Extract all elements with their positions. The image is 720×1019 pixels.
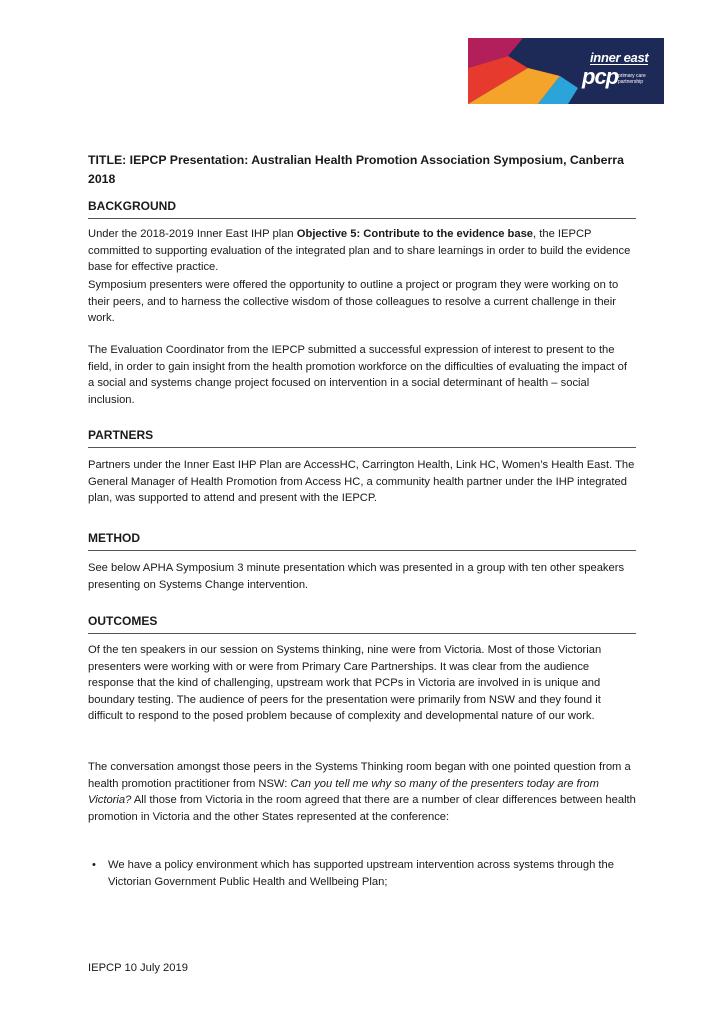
method-heading: METHOD (88, 531, 636, 551)
inner-east-pcp-logo (468, 38, 664, 104)
document-title: TITLE: IEPCP Presentation: Australian Health Promotion Association Symposium, Canberra 2018 (88, 153, 624, 186)
outcomes-paragraph-1: Of the ten speakers in our session on Systems thinking, nine were from Victoria. Most of those Victorian presenters were working with or were from Primary Care Partnerships. It was clear from the audience response that the kind of challenging, upstream work that PCPs in Victoria are involved in is unique and boundary testing. The audience of peers for the presentation were primarily from NSW and they found it difficult to respond to the posed problem because of complexity and developmental nature of our work. (88, 644, 602, 722)
partners-heading: PARTNERS (88, 428, 636, 448)
list-item: • We have a policy environment which has supported upstream intervention across systems through the Victorian Government Public Health and Wellbeing Plan; (92, 859, 614, 888)
logo-text-inner-east: inner east (590, 50, 649, 65)
logo-text-primary-care: primary care partnership (618, 73, 646, 85)
bullet-icon: • (92, 859, 96, 871)
objective-5-bold: Objective 5: Contribute to the evidence base (296, 228, 534, 240)
nsw-question-italic: Can you tell me why so many of the presenters today are from Victoria? (88, 777, 599, 806)
page-footer: IEPCP 10 July 2019 (88, 962, 188, 974)
background-paragraph-3: The Evaluation Coordinator from the IEPCP submitted a successful expression of interest to present to the field, in order to gain insight from the health promotion workforce on the difficulties of evaluating the impact of a social and systems change project focused on intervention in a social determinant of health – social inclusion. (88, 344, 627, 406)
background-paragraph-2: Symposium presenters were offered the opportunity to outline a project or program they were working on to their peers, and to harness the collective wisdom of those colleagues to resolve a current challenge in their work. (88, 279, 619, 324)
logo-swoosh-graphic (468, 38, 664, 104)
logo-text-pcp: pcp (582, 64, 619, 89)
outcomes-heading: OUTCOMES (88, 614, 636, 634)
partners-paragraph-1: Partners under the Inner East IHP Plan are AccessHC, Carrington Health, Link HC, Women’s Health East. The General Manager of Health Promotion from Access HC, a community health partner under the IHP integrated plan, was supported to attend and present with the IEPCP. (88, 459, 635, 504)
method-paragraph-1: See below APHA Symposium 3 minute presentation which was presented in a group with ten other speakers presenting on Systems Change intervention. (88, 562, 625, 591)
background-heading: BACKGROUND (88, 199, 636, 219)
outcomes-paragraph-2: The conversation amongst those peers in the Systems Thinking room began with one pointed question from a health promotion practitioner from NSW: Can you tell me why so many of the presenters today are from Victoria? All those from Victoria in the room agreed that there are a number of clear differences between health promotion in Victoria and the other States represented at the conference: (88, 761, 636, 823)
background-paragraph-1: Under the 2018-2019 Inner East IHP plan Objective 5: Contribute to the evidence base, the IEPCP committed to supporting evaluation of the integrated plan and to share learnings in order to build the evidence base for effective practice. (88, 228, 631, 273)
